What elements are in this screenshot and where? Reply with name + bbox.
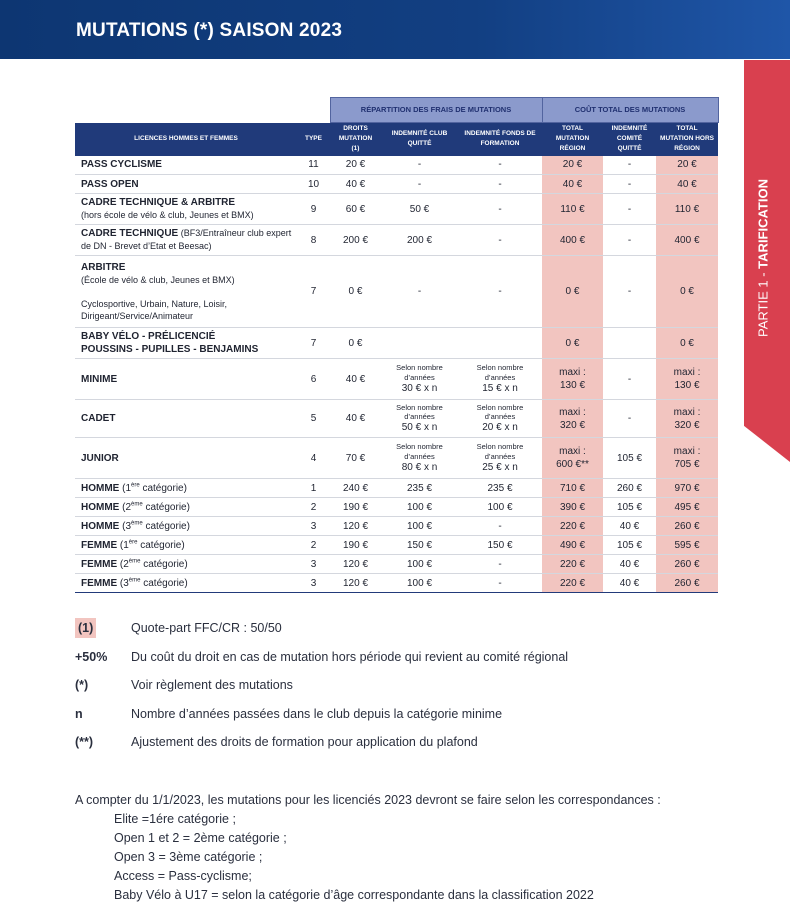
cell-total-hors: 0 € [656,256,718,328]
cell-indemnite-fonds: - [458,574,542,593]
cell-indemnite-fonds: - [458,517,542,536]
category-number: 2 [123,558,129,570]
licence-name: JUNIOR [81,452,119,464]
cell-indemnite-comite: - [603,400,656,438]
cell-indemnite-club-value: 80 € x n [401,461,438,473]
legend-key: (1) [75,618,96,638]
cell-total-region [542,359,603,400]
cell-indemnite-club [381,328,458,359]
cell-total-hors: 20 € [656,156,718,175]
licence-name: BABY VÉLO - PRÉLICENCIÉ [81,331,216,342]
cell-droits: 0 € [330,256,381,328]
licence-category: (1ère catégorie) [117,539,185,551]
section-label-emph: TARIFICATION [755,179,771,269]
table-row [75,479,718,498]
cell-licence [75,574,297,593]
cell-licence [75,517,297,536]
cell-total-hors: 40 € [656,175,718,194]
cell-total-hors: 110 € [656,194,718,225]
cell-total-hors: 260 € [656,574,718,593]
cell-indemnite-fonds-value: 20 € x n [482,422,518,434]
category-suffix: ère [131,482,140,489]
column-header-row [75,123,718,156]
cell-total-hors [656,400,718,438]
cell-indemnite-comite: 40 € [603,555,656,574]
cell-indemnite-comite: - [603,156,656,175]
cell-total-hors-value: 705 € [674,459,700,470]
cell-indemnite-club: 200 € [381,225,458,256]
cell-type: 2 [297,498,330,517]
cell-indemnite-fonds: - [458,555,542,574]
licence-name: CADRE TECHNIQUE & ARBITRE [81,197,236,208]
cell-total-hors: 0 € [656,328,718,359]
cell-total-region: 0 € [542,328,603,359]
cell-indemnite-club [381,438,458,479]
licence-name: HOMME [81,520,120,532]
cell-licence [75,536,297,555]
col-header-indemnite-fonds: INDEMNITÉ FONDS DE FORMATION [458,123,542,156]
cell-indemnite-club: 100 € [381,574,458,593]
licence-name: FEMME [81,539,118,551]
correspondence-line: Open 3 = 3ème catégorie ; [114,850,263,864]
cell-indemnite-fonds-note: Selon nombre d’années [476,402,524,421]
mutations-table [75,97,719,593]
cell-indemnite-club: 100 € [381,555,458,574]
notes-intro: A compter du 1/1/2023, les mutations pour les licenciés 2023 devront se faire selon les correspondances : [75,793,661,807]
cell-droits: 120 € [330,574,381,593]
table-row [75,156,718,175]
col-header-indemnite-club: INDEMNITÉ CLUB QUITTÉ [381,123,458,156]
licence-name: PASS OPEN [81,178,139,190]
cell-type: 4 [297,438,330,479]
cell-licence [75,400,297,438]
cell-total-region: 220 € [542,574,603,593]
cell-droits: 240 € [330,479,381,498]
category-number: 1 [125,482,132,494]
cell-type: 2 [297,536,330,555]
cell-type: 3 [297,555,330,574]
licence-detail: (BF3/Entraîneur club expert de DN - Brevet d’Etat et Beesac) [81,228,292,251]
cell-indemnite-club [381,400,458,438]
cell-droits: 190 € [330,536,381,555]
legend-item [75,675,715,704]
category-suffix: ème [128,577,141,584]
cell-type: 3 [297,574,330,593]
table-row [75,498,718,517]
table-row [75,536,718,555]
cell-licence [75,438,297,479]
cell-total-region: 490 € [542,536,603,555]
cell-indemnite-club-value: 50 € x n [401,422,438,434]
col-header-indemnite-comite: INDEMNITÉ COMITÉ QUITTÉ [603,123,656,156]
legend-text: Ajustement des droits de formation pour application du plafond [131,735,478,749]
legend-item [75,704,715,733]
cell-total-hors [656,359,718,400]
legend-key: n [75,706,83,721]
category-number: 1 [123,539,129,551]
cell-indemnite-club: - [381,156,458,175]
cell-indemnite-comite: - [603,194,656,225]
cell-total-region-note: maxi : [559,367,586,378]
licence-name: ARBITRE [81,261,126,273]
cell-total-region: 220 € [542,517,603,536]
table-row [75,256,718,328]
section-label [756,179,771,337]
cell-droits: 40 € [330,359,381,400]
cell-licence [75,156,297,175]
cell-type: 5 [297,400,330,438]
table-row [75,574,718,593]
legend [75,618,715,761]
cell-indemnite-fonds-note: Selon nombre d’années [476,442,524,461]
licence-category: (3ème catégorie) [119,520,190,532]
col-header-droits: DROITS MUTATION (1) [330,123,381,156]
legend-text: Quote-part FFC/CR : 50/50 [131,621,282,635]
cell-droits: 190 € [330,498,381,517]
table-row [75,438,718,479]
cell-total-region-value: 320 € [559,419,586,431]
cell-indemnite-fonds: - [458,225,542,256]
licence-name: CADRE TECHNIQUE [81,228,179,239]
cell-total-region: 40 € [542,175,603,194]
legend-key: (*) [75,678,89,692]
cell-indemnite-comite: - [603,225,656,256]
cell-type: 6 [297,359,330,400]
cell-indemnite-comite: 105 € [603,498,656,517]
cell-indemnite-fonds [458,400,542,438]
cell-indemnite-comite [603,328,656,359]
cell-total-hors-value: 130 € [674,380,700,391]
cell-total-region [542,438,603,479]
legend-item [75,732,715,761]
cell-licence [75,225,297,256]
cell-total-region: 220 € [542,555,603,574]
cell-indemnite-club: 100 € [381,517,458,536]
table-row [75,400,718,438]
cell-indemnite-fonds-note: Selon nombre d’années [476,363,524,382]
legend-key: (**) [75,735,94,749]
legend-key: +50% [75,649,108,664]
licence-detail-2: Cyclosportive, Urbain, Nature, Loisir, Dirigeant/Service/Animateur [81,298,228,321]
cell-droits: 70 € [330,438,381,479]
cell-licence [75,498,297,517]
table-row [75,359,718,400]
category-word: catégorie) [140,577,188,589]
category-number: 3 [125,520,132,532]
notes-lines [75,810,661,905]
correspondence-notes [75,791,661,905]
cell-indemnite-fonds [458,438,542,479]
cell-indemnite-fonds-value: 25 € x n [482,461,518,473]
cell-total-region: 0 € [542,256,603,328]
cell-total-hors [656,438,718,479]
cell-total-region: 110 € [542,194,603,225]
cell-indemnite-fonds-value: 15 € x n [482,382,518,394]
cell-type: 1 [297,479,330,498]
licence-name: CADET [81,413,116,424]
category-suffix: ème [131,501,143,508]
table-row [75,517,718,536]
category-word: catégorie) [142,501,190,513]
licence-category: (2ème catégorie) [119,501,190,513]
cell-total-hors-note: maxi : [673,406,701,418]
cell-indemnite-comite: - [603,175,656,194]
licence-name-2: POUSSINS - PUPILLES - BENJAMINS [81,344,259,355]
cell-indemnite-club-note: Selon nombre d’années [396,442,443,461]
cell-licence [75,479,297,498]
cell-indemnite-club: - [381,256,458,328]
cell-total-hors-note: maxi : [673,367,701,378]
group-header-cout-total: COÛT TOTAL DES MUTATIONS [542,98,718,123]
cell-total-region: 20 € [542,156,603,175]
cell-type: 9 [297,194,330,225]
cell-indemnite-club: 235 € [381,479,458,498]
cell-total-hors: 970 € [656,479,718,498]
licence-detail: (hors école de vélo & club, Jeunes et BMX) [81,210,254,220]
legend-item [75,618,715,647]
legend-text: Nombre d’années passées dans le club depuis la catégorie minime [131,706,503,721]
category-word: catégorie) [137,539,185,551]
cell-indemnite-comite: 260 € [603,479,656,498]
legend-text: Du coût du droit en cas de mutation hors période qui revient au comité régional [131,649,569,664]
cell-indemnite-fonds: - [458,175,542,194]
legend-text: Voir règlement des mutations [131,678,293,692]
cell-droits: 60 € [330,194,381,225]
category-number: 2 [125,501,132,513]
category-word: catégorie) [140,558,188,570]
cell-total-hors: 495 € [656,498,718,517]
licence-name: FEMME [81,558,118,570]
cell-indemnite-comite: - [603,359,656,400]
cell-total-hors: 400 € [656,225,718,256]
cell-indemnite-fonds [458,328,542,359]
cell-indemnite-fonds: - [458,256,542,328]
table-row [75,225,718,256]
cell-indemnite-club: 150 € [381,536,458,555]
category-word: catégorie) [139,482,187,494]
table-row [75,328,718,359]
section-label-prefix: PARTIE 1 - [755,268,771,337]
table-row [75,175,718,194]
correspondence-line: Elite =1ére catégorie ; [114,812,236,826]
table-row [75,194,718,225]
cell-total-region-value: 600 €** [556,459,589,470]
cell-indemnite-club: 100 € [381,498,458,517]
cell-indemnite-club: 50 € [381,194,458,225]
cell-droits: 20 € [330,156,381,175]
cell-indemnite-club-value: 30 € x n [401,382,438,394]
cell-droits: 120 € [330,517,381,536]
cell-licence [75,328,297,359]
group-header-repartition: RÉPARTITION DES FRAIS DE MUTATIONS [330,98,542,123]
category-suffix: ème [128,558,141,565]
cell-total-region [542,400,603,438]
cell-indemnite-club-note: Selon nombre d’années [396,363,443,382]
cell-total-region-note: maxi : [559,406,586,418]
cell-indemnite-club-note: Selon nombre d’années [396,402,443,421]
cell-type: 8 [297,225,330,256]
cell-indemnite-fonds: 100 € [458,498,542,517]
category-suffix: ère [128,539,138,546]
cell-indemnite-comite: - [603,256,656,328]
cell-indemnite-comite: 105 € [603,536,656,555]
licence-name: FEMME [81,577,118,589]
group-header-row [75,98,718,123]
cell-licence [75,555,297,574]
correspondence-line: Baby Vélo à U17 = selon la catégorie d’âge correspondante dans la classification 2022 [114,888,594,902]
licence-name: HOMME [81,482,120,494]
cell-total-hors: 260 € [656,555,718,574]
licence-detail: (École de vélo & club, Jeunes et BMX) [81,274,235,285]
cell-droits: 0 € [330,328,381,359]
page-title: MUTATIONS (*) SAISON 2023 [76,20,343,41]
cell-type: 11 [297,156,330,175]
cell-indemnite-fonds: - [458,194,542,225]
col-header-total-region: TOTAL MUTATION RÉGION [542,123,603,156]
cell-licence [75,194,297,225]
cell-indemnite-fonds: - [458,156,542,175]
cell-licence [75,359,297,400]
cell-total-hors: 260 € [656,517,718,536]
cell-type: 7 [297,256,330,328]
cell-total-hors: 595 € [656,536,718,555]
cell-total-region: 710 € [542,479,603,498]
licence-name: HOMME [81,501,120,513]
cell-indemnite-club [381,359,458,400]
licence-category: (2ème catégorie) [117,558,188,570]
category-suffix: ème [131,520,143,527]
page-header [0,0,790,59]
category-number: 3 [123,577,129,589]
cell-total-region: 390 € [542,498,603,517]
cell-licence [75,256,297,328]
legend-item [75,647,715,676]
cell-indemnite-fonds: 235 € [458,479,542,498]
cell-droits: 40 € [330,175,381,194]
table-row [75,555,718,574]
col-header-licences: LICENCES HOMMES ET FEMMES [75,123,297,156]
col-header-total-hors: TOTAL MUTATION HORS RÉGION [656,123,718,156]
correspondence-line: Open 1 et 2 = 2ème catégorie ; [114,831,287,845]
category-word: catégorie) [142,520,190,532]
cell-indemnite-fonds: 150 € [458,536,542,555]
licence-category: (1ère catégorie) [119,482,187,494]
correspondence-line: Access = Pass-cyclisme; [114,869,252,883]
cell-type: 10 [297,175,330,194]
cell-droits: 200 € [330,225,381,256]
cell-total-region-note: maxi : [559,446,586,457]
licence-category: (3ème catégorie) [117,577,188,589]
cell-droits: 120 € [330,555,381,574]
cell-indemnite-comite: 105 € [603,438,656,479]
cell-total-hors-note: maxi : [673,446,701,457]
cell-droits: 40 € [330,400,381,438]
cell-indemnite-comite: 40 € [603,574,656,593]
cell-total-region-value: 130 € [559,380,586,391]
cell-indemnite-fonds [458,359,542,400]
cell-type: 3 [297,517,330,536]
cell-total-region: 400 € [542,225,603,256]
col-header-type: TYPE [297,123,330,156]
cell-indemnite-club: - [381,175,458,194]
cell-total-hors-value: 320 € [674,419,700,431]
cell-type: 7 [297,328,330,359]
licence-name: PASS CYCLISME [81,159,162,171]
table-body [75,156,718,593]
licence-name: MINIME [81,373,118,385]
cell-licence [75,175,297,194]
cell-indemnite-comite: 40 € [603,517,656,536]
